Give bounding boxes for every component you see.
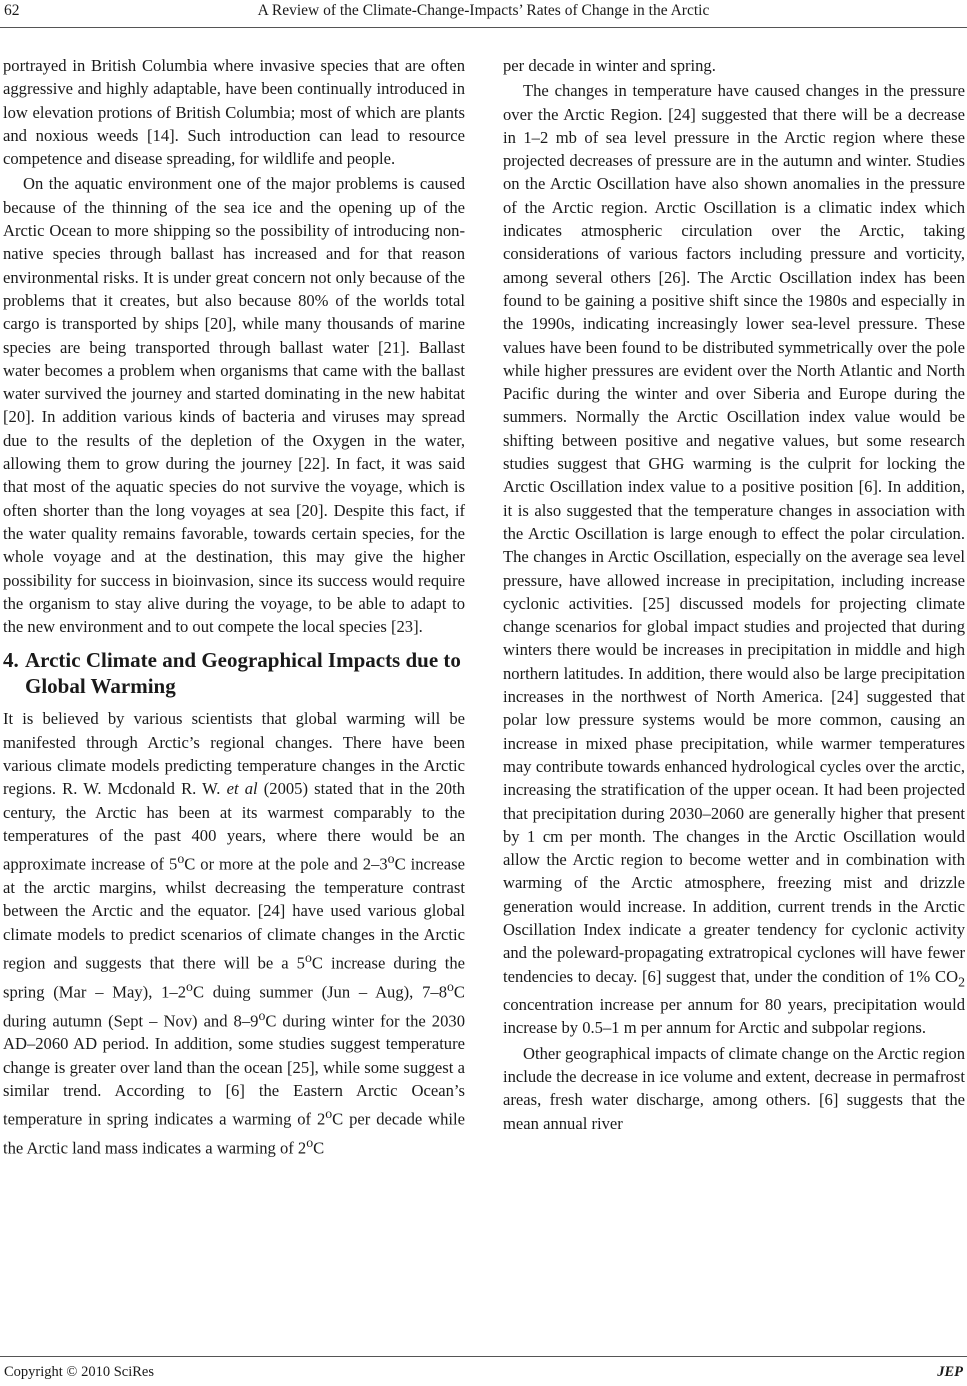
text-run: C increase during the spring (Mar – May), 1–2 <box>3 953 465 1002</box>
page-header <box>0 0 967 30</box>
text-run: C <box>313 1138 325 1158</box>
journal-abbrev: JEP <box>937 1364 963 1380</box>
text-run: C increase at the arctic margins, whilst decreasing the temperature contrast between the Arctic and the equator. [24] have used various global climate models to predict scenarios of climate changes in the Arctic region and suggests that there will be a 5 <box>3 854 465 973</box>
paragraph: portrayed in British Columbia where invasive species that are often aggressive and highly adaptable, have been continually introduced in low elevation protions of British Columbia; most of which are plants and noxious weeds [14]. Such introduction can lead to resource competence and disease spreading, for wildlife and people. <box>3 56 465 169</box>
text-run: C during winter for the 2030 AD–2060 AD period. In addition, some studies suggest temperature change is greater over land than the ocean [25], while some suggest a similar trend. According to [6] the Eastern Arctic Ocean’s temperature in spring indicates a warming of 2 <box>3 1011 465 1129</box>
degree-mark: o <box>258 1007 266 1023</box>
text-run: It is believed by various scientists that global warming will be manifested through Arctic’s regional changes. There have been various climate models predicting temperature changes in the Arctic regions. R. W. Mcdonald R. W. <box>3 709 465 799</box>
text-run: C duing summer (Jun – Aug), 7–8 <box>192 982 447 1002</box>
page-footer <box>0 1356 967 1386</box>
paragraph <box>503 79 965 1039</box>
text-run: (2005) stated that in the 20th century, the Arctic has been at its warmest comparably to the temperatures of the past 400 years, where there would be an approximate increase of 5 <box>3 779 466 874</box>
text-run: C per decade while the Arctic land mass indicates a warming of 2 <box>3 1109 465 1158</box>
degree-mark: o <box>306 1135 314 1151</box>
section-heading <box>3 647 465 699</box>
text-run: C during autumn (Sept – Nov) and 8–9 <box>3 982 465 1031</box>
text-run-italic: et al <box>226 779 258 799</box>
section-title: Arctic Climate and Geographical Impacts due to Global Warming <box>25 648 461 699</box>
degree-mark: o <box>177 851 185 867</box>
header-rule <box>0 27 967 28</box>
degree-mark: o <box>387 851 395 867</box>
degree-mark: o <box>186 978 193 994</box>
text-run: C or more at the pole and 2–3 <box>184 854 388 874</box>
right-column <box>503 54 965 1135</box>
text-run: concentration increase per annum for 80 years, precipitation would increase by 0.5–1 m per annum for Arctic and subpolar regions. <box>503 995 965 1038</box>
paragraph <box>3 707 465 1160</box>
subscript: 2 <box>958 973 965 989</box>
left-column <box>3 54 465 1160</box>
degree-mark: o <box>447 978 454 994</box>
section-number: 4. <box>3 648 19 673</box>
paragraph: per decade in winter and spring. <box>503 56 716 75</box>
paragraph: On the aquatic environment one of the major problems is caused because of the thinning of the sea ice and the opening up of the Arctic Ocean to more shipping so the possibility of introducing non-native species through ballast has increased and for that reason environmental risks. It is under great concern not only because of the problems that it creates, but also because 80% of the worlds total cargo is transported by ships [20], while many thousands of marine species are being transported through ballast water [21]. Ballast water becomes a problem when organisms that came with the ballast water survived the journey and started dominating in the new habitat [20]. In addition various kinds of bacteria and viruses may spread due to the results of the depletion of the Oxygen in the water, allowing them to grow during the journey [22]. In fact, it was said that most of the aquatic species do not survive the voyage, which is often shorter than the long voyages at sea [20]. Despite this fact, if the water quality remains favorable, towards certain species, for the whole voyage and at the destination, this may give the higher possibility for success in bioinvasion, since its success would require the organism to stay alive during the voyage, to be able to adapt to the new environment and to out compete the local species [23]. <box>3 174 465 637</box>
running-title: A Review of the Climate-Change-Impacts’ Rates of Change in the Arctic <box>257 2 710 19</box>
footer-rule <box>0 1356 967 1357</box>
paragraph: Other geographical impacts of climate change on the Arctic region include the decrease in ice volume and extent, decrease in permafrost areas, fresh water discharge, among others. [6] suggests that the mean annual river <box>503 1043 965 1133</box>
degree-mark: o <box>304 949 312 965</box>
copyright-notice: Copyright © 2010 SciRes <box>4 1364 154 1380</box>
text-run: The changes in temperature have caused changes in the pressure over the Arctic Region. [24] suggested that there will be a decrease in 1–2 mb of sea level pressure in the Arctic region where these projected decreases of pressure are in the autumn and winter. Studies on the Arctic Oscillation have also shown anomalies in the pressure of the Arctic region. Arctic Oscillation is a climatic index which indicates atmospheric circulation over the Arctic, taking considerations of various factors including pressure and vorticity, among several others [26]. The Arctic Oscillation index has been found to be gaining a positive shift since the 1980s and especially in the 1990s, indicating increasingly lower sea-level pressure. These values have been found to be distributed symmetrically over the pole while higher pressures are evident over the North Atlantic and North Pacific during the winter and over Siberia and Europe during the summers. Normally the Arctic Oscillation index value would be shifting between positive and negative values, but some research studies suggest that GHG warming is the culprit for locking the Arctic Oscillation index value to a positive position [6]. In addition, it is also suggested that the temperature changes in association with the Arctic Oscillation is large enough to effect the polar circulation. The changes in Arctic Oscillation, especially on the average sea level pressure, have allowed increase in precipitation, including increase cyclonic activities. [25] discussed models for projecting climate change scenarios for global impact studies and projected that during winters there would be increases in precipitation in middle and high northern latitudes. In addition, there would also be large precipitation increases in the northwest of North America. [24] suggested that polar low pressure systems would be more common, causing an increase in mixed phase precipitation, while warmer temperatures may contribute towards enhanced hydrological cycles over the arctic, increasing the stratification of the upper ocean. It had been projected that precipitation during 2030–2060 are generally higher that present by 1 cm per month. The changes in the Arctic Oscillation would allow the Arctic region to become wetter and in combination with warming of the Arctic atmosphere, freezing mist and drizzle generation would increase. In addition, current trends in the Arctic Oscillation Index indicate a greater tendency for cyclonic activity and the poleward-propagating extratropical cyclones will have fewer tendencies to decay. [6] suggest that, under the condition of 1% CO <box>503 81 965 986</box>
page-number: 62 <box>4 2 20 19</box>
degree-mark: o <box>325 1106 333 1122</box>
